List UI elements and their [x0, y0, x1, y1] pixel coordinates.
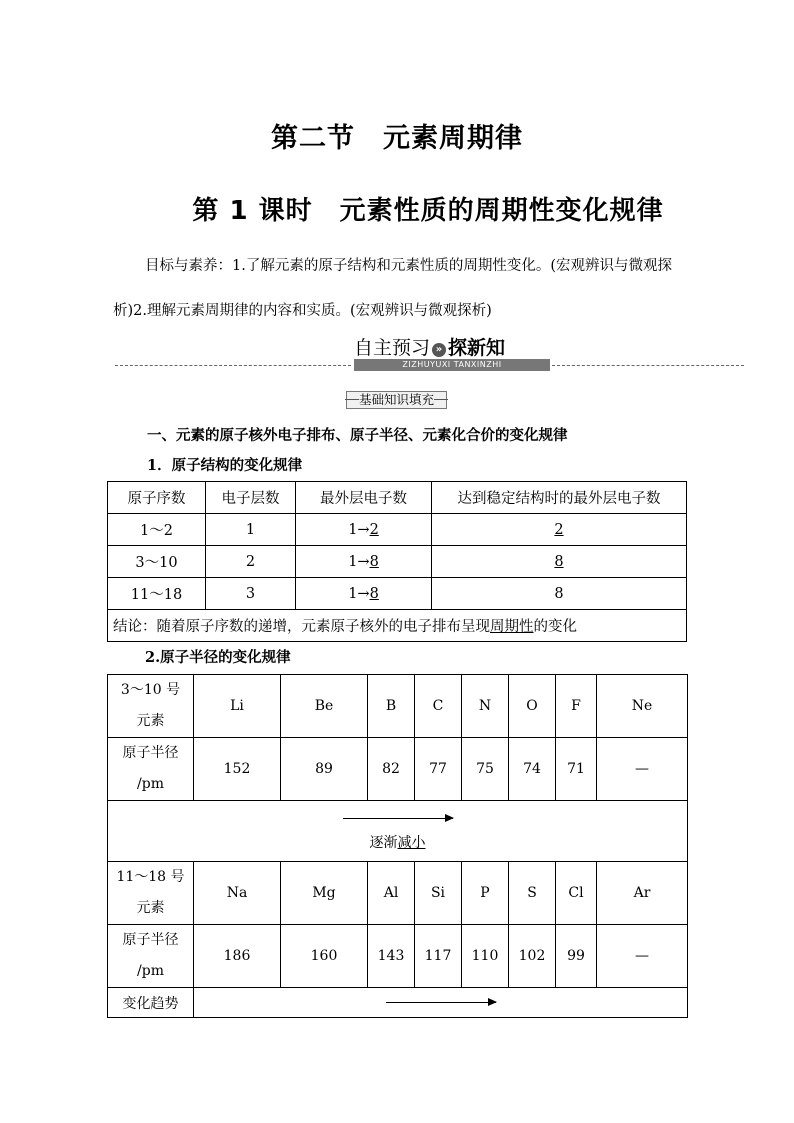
radius-value: 82 — [368, 738, 415, 801]
outer-to: 2 — [369, 521, 379, 538]
trend-key: 减小 — [397, 835, 426, 851]
atomic-number-range: 1～2 — [108, 514, 206, 546]
conclusion-prefix: 结论：随着原子序数的递增，元素原子核外的电子排布呈现 — [113, 619, 490, 635]
row-label: 变化趋势 — [108, 988, 194, 1018]
row-label-line: 3～10 号 — [120, 682, 181, 698]
row-label-line: 原子半径 — [122, 745, 179, 761]
divider-left — [115, 365, 351, 366]
row-label-line: 元素 — [136, 900, 165, 916]
banner-pinyin: ZIZHUYUXI TANXINZHI — [354, 359, 550, 371]
radius-value: — — [597, 738, 688, 801]
heading-electron-radius-valence: 一、元素的原子核外电子排布、原子半径、元素化合价的变化规律 — [147, 427, 568, 444]
row-label — [108, 738, 194, 801]
conclusion-key: 周期性 — [490, 619, 534, 635]
column-header: 原子序数 — [108, 482, 206, 514]
outer-from: 1→ — [348, 585, 370, 602]
radius-value: 152 — [194, 738, 281, 801]
outer-to: 8 — [369, 585, 379, 602]
shell-count: 1 — [206, 514, 296, 546]
radius-value: 102 — [509, 925, 556, 988]
element-symbol: Ne — [597, 675, 688, 738]
row-label-line: 11～18 号 — [116, 869, 185, 885]
element-symbol: Si — [415, 862, 462, 925]
row-label-line: 原子半径 — [122, 932, 179, 948]
radius-value: 143 — [368, 925, 415, 988]
table-row — [108, 675, 688, 738]
outer-electrons — [296, 578, 432, 610]
row-label-line: 元素 — [136, 713, 165, 729]
outer-to: 8 — [369, 553, 379, 570]
element-symbol: S — [509, 862, 556, 925]
outer-electrons — [296, 546, 432, 578]
trend-arrow — [108, 806, 687, 830]
row-label — [108, 862, 194, 925]
outer-from: 1→ — [348, 553, 370, 570]
table-header-row — [108, 482, 687, 514]
trend-prefix: 逐渐 — [369, 835, 398, 851]
radius-value: 186 — [194, 925, 281, 988]
table-row — [108, 578, 687, 610]
radius-value: 75 — [462, 738, 509, 801]
element-symbol: F — [556, 675, 597, 738]
shell-count: 2 — [206, 546, 296, 578]
arrow-right-icon — [386, 1002, 496, 1003]
atomic-radius-table — [107, 674, 688, 1018]
trend-row — [108, 801, 688, 862]
atomic-number-range: 3～10 — [108, 546, 206, 578]
element-symbol: P — [462, 862, 509, 925]
trend-cell — [108, 801, 688, 862]
atomic-number-range: 11～18 — [108, 578, 206, 610]
shell-count: 3 — [206, 578, 296, 610]
row-label — [108, 925, 194, 988]
element-symbol: Na — [194, 862, 281, 925]
banner-part1: 自主预习 — [354, 337, 431, 359]
table-row — [108, 862, 688, 925]
row-label-line: /pm — [137, 776, 164, 792]
table-row — [108, 738, 688, 801]
conclusion — [108, 610, 687, 642]
table-row — [108, 514, 687, 546]
radius-value: 77 — [415, 738, 462, 801]
radius-value: 74 — [509, 738, 556, 801]
learning-objectives: 目标与素养：1.了解元素的原子结构和元素性质的周期性变化。(宏观辨识与微观探析)2.理解元素周期律的内容和实质。(宏观辨识与微观探析) — [113, 258, 672, 319]
element-symbol: B — [368, 675, 415, 738]
stable-outer-electrons: 8 — [432, 546, 687, 578]
element-symbol: Al — [368, 862, 415, 925]
heading-atomic-radius: 2.原子半径的变化规律 — [145, 649, 291, 666]
column-header: 达到稳定结构时的最外层电子数 — [432, 482, 687, 514]
radius-value: 89 — [281, 738, 368, 801]
chevron-right-icon: » — [432, 343, 446, 357]
trend-text — [108, 830, 687, 856]
radius-value: 110 — [462, 925, 509, 988]
lesson-title: 第 1 课时 元素性质的周期性变化规律 — [192, 196, 664, 226]
element-symbol: C — [415, 675, 462, 738]
table-row — [108, 925, 688, 988]
banner-part2: 探新知 — [448, 337, 506, 359]
outer-electrons — [296, 514, 432, 546]
radius-value: 160 — [281, 925, 368, 988]
column-header: 最外层电子数 — [296, 482, 432, 514]
element-symbol: Be — [281, 675, 368, 738]
conclusion-suffix: 的变化 — [533, 619, 577, 635]
element-symbol: N — [462, 675, 509, 738]
radius-value: 117 — [415, 925, 462, 988]
table-row — [108, 546, 687, 578]
stable-outer-electrons: 8 — [432, 578, 687, 610]
atomic-structure-table — [107, 481, 687, 642]
subsection-tag: 基础知识填充 — [346, 391, 447, 409]
element-symbol: O — [509, 675, 556, 738]
row-label — [108, 675, 194, 738]
row-label-line: /pm — [137, 963, 164, 979]
conclusion-row — [108, 610, 687, 642]
stable-outer-electrons: 2 — [432, 514, 687, 546]
divider-right — [552, 365, 744, 366]
heading-atomic-structure: 1．原子结构的变化规律 — [147, 457, 303, 474]
trend-arrow — [194, 988, 688, 1018]
column-header: 电子层数 — [206, 482, 296, 514]
element-symbol: Cl — [556, 862, 597, 925]
radius-value: — — [597, 925, 688, 988]
radius-value: 71 — [556, 738, 597, 801]
element-symbol: Mg — [281, 862, 368, 925]
section-banner — [354, 333, 505, 360]
element-symbol: Li — [194, 675, 281, 738]
trend-row — [108, 988, 688, 1018]
section-title: 第二节 元素周期律 — [271, 123, 523, 154]
outer-from: 1→ — [348, 521, 370, 538]
element-symbol: Ar — [597, 862, 688, 925]
arrow-right-icon — [343, 818, 453, 819]
radius-value: 99 — [556, 925, 597, 988]
